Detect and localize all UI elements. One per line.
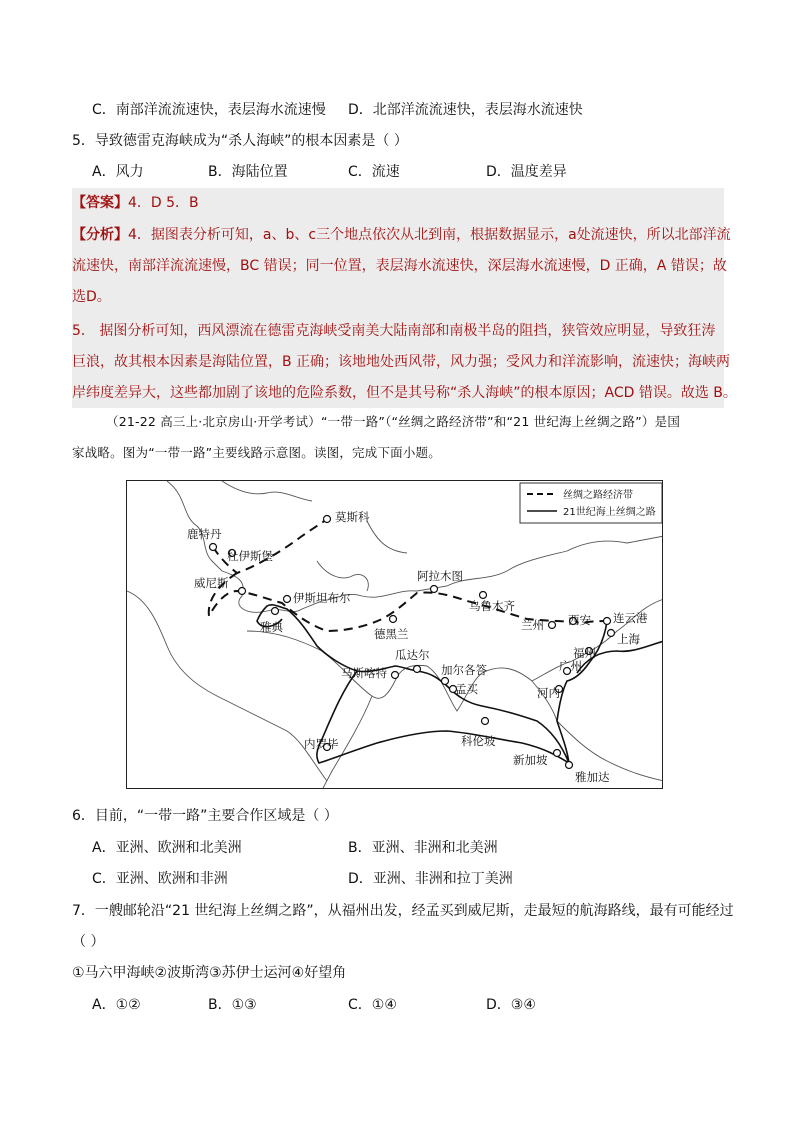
q5-option-c: C．流速 — [348, 164, 400, 180]
city-lanzhou: 兰州 — [521, 618, 544, 632]
q4-option-d: D．北部洋流流速快，表层海水流速快 — [348, 102, 583, 118]
city-nairobi: 内罗毕 — [304, 737, 339, 751]
analysis-line-5: 巨浪，故其根本因素是海陆位置，B 正确；该地地处西风带，风力强；受风力和洋流影响，流速快；海峡两 — [72, 354, 731, 370]
answer-text: 4．D 5．B — [128, 195, 199, 211]
legend-sea-route-label: 21世纪海上丝绸之路 — [563, 507, 656, 518]
analysis-line-4: 5． 据图分析可知，西风漂流在德雷克海峡受南美大陆南部和南极半岛的阻挡，狭管效应明显，导致狂涛 — [72, 323, 716, 339]
analysis-text-1: 4．据图表分析可知，a、b、c三个地点依次从北到南，根据数据显示，a处流速快，所以北部洋流 — [128, 227, 731, 243]
analysis-line-3: 选D。 — [72, 289, 111, 305]
q7-option-a: A．①② — [92, 997, 141, 1013]
map-canvas — [127, 481, 663, 789]
q7-stem-line-2: （ ） — [72, 934, 105, 950]
city-colombo: 科伦坡 — [461, 734, 496, 748]
source-line-1: （21-22 高三上·北京房山·开学考试）“一带一路”（“丝绸之路经济带”和“21 世纪海上丝绸之路”）是国 — [106, 414, 681, 429]
answer-analysis-block — [72, 188, 724, 408]
city-guangzhou: 广州 — [559, 659, 582, 673]
city-singapore: 新加坡 — [513, 753, 548, 767]
city-labels — [187, 510, 648, 784]
map-legend — [520, 483, 662, 523]
q6-option-d: D．亚洲、非洲和拉丁美洲 — [348, 871, 513, 887]
q7-items: ①马六甲海峡②波斯湾③苏伊士运河④好望角 — [72, 965, 347, 981]
city-urumqi: 乌鲁木齐 — [469, 599, 515, 613]
q6-option-b: B．亚洲、非洲和北美洲 — [348, 840, 498, 856]
city-venice: 威尼斯 — [194, 576, 229, 590]
city-tehran: 德黑兰 — [374, 627, 409, 641]
city-jakarta: 雅加达 — [575, 770, 610, 784]
analysis-line-6: 岸纬度差异大，这些都加剧了该地的危险系数，但不是其号称“杀人海峡”的根本原因；ACD 错误。故选 B。 — [72, 385, 737, 401]
city-shanghai: 上海 — [617, 632, 640, 646]
q6-option-c: C．亚洲、欧洲和非洲 — [92, 871, 228, 887]
belt-road-map — [126, 480, 663, 789]
analysis-line-2: 流速快，南部洋流流速慢，BC 错误；同一位置，表层海水流速快，深层海水流速慢，D 正确，A 错误；故 — [72, 258, 727, 274]
q5-stem: 5．导致德雷克海峡成为“杀人海峡”的根本因素是（ ） — [72, 133, 408, 149]
city-lianyungang: 连云港 — [613, 611, 648, 625]
city-istanbul: 伊斯坦布尔 — [293, 591, 351, 605]
city-fuzhou: 福州 — [573, 646, 596, 660]
city-mumbai: 孟买 — [455, 682, 478, 696]
city-athens: 雅典 — [260, 620, 283, 634]
city-kolkata: 加尔各答 — [441, 663, 487, 677]
source-line-2: 家战略。图为“一带一路”主要线路示意图。读图，完成下面小题。 — [72, 445, 441, 460]
answer-line — [72, 193, 199, 213]
q6-option-a: A．亚洲、欧洲和北美洲 — [92, 840, 242, 856]
silk-road-belt-route — [209, 519, 607, 631]
city-xian: 西安 — [568, 613, 591, 627]
q7-option-d: D．③④ — [486, 997, 536, 1013]
analysis-label: 【分析】 — [72, 227, 128, 243]
city-gwadar: 瓜达尔 — [395, 648, 430, 662]
q5-option-a: A．风力 — [92, 164, 144, 180]
q6-stem: 6．目前，“一带一路”主要合作区域是（ ） — [72, 808, 338, 824]
legend-land-route-label: 丝绸之路经济带 — [563, 490, 633, 501]
q4-option-c: C．南部洋流流速快，表层海水流速慢 — [92, 102, 326, 118]
q7-option-b: B．①③ — [208, 997, 257, 1013]
city-hanoi: 河内 — [537, 686, 560, 700]
city-almaty: 阿拉木图 — [417, 569, 463, 583]
answer-label: 【答案】 — [72, 195, 128, 211]
city-duisburg: 杜伊斯堡 — [227, 549, 273, 563]
q7-option-c: C．①④ — [348, 997, 397, 1013]
city-rotterdam: 鹿特丹 — [187, 527, 222, 541]
q5-option-d: D．温度差异 — [486, 164, 567, 180]
analysis-line-1 — [72, 225, 731, 245]
city-moscow: 莫斯科 — [335, 510, 370, 524]
q5-option-b: B．海陆位置 — [208, 164, 288, 180]
city-muscat: 马斯喀特 — [341, 666, 387, 680]
q7-stem-line-1: 7．一艘邮轮沿“21 世纪海上丝绸之路”，从福州出发，经孟买到威尼斯，走最短的航海路线，最有可能经过 — [72, 903, 734, 919]
